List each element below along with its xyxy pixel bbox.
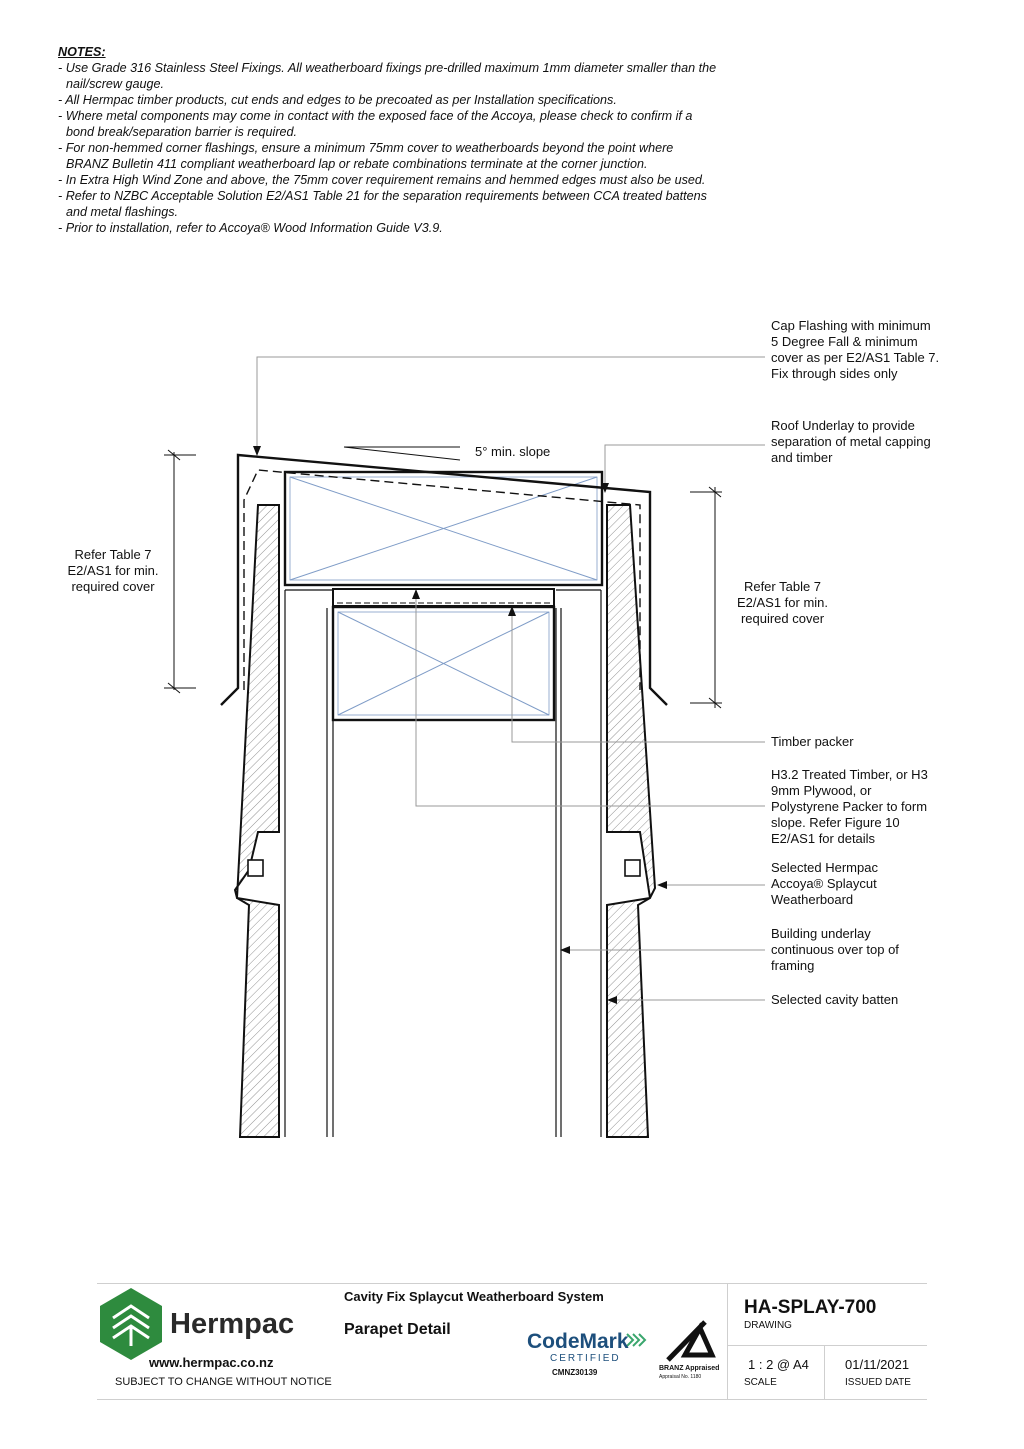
- label-slope: 5° min. slope: [475, 444, 551, 459]
- disclaimer: SUBJECT TO CHANGE WITHOUT NOTICE: [115, 1376, 332, 1388]
- note-line: - All Hermpac timber products, cut ends and edges to be precoated as per Installation specifications.: [58, 93, 617, 107]
- label-roof-underlay: Roof Underlay to provide separation of metal capping and timber: [771, 418, 931, 465]
- note-line: - Use Grade 316 Stainless Steel Fixings. All weatherboard fixings pre-drilled maximum 1mm diameter smaller than the nail/screw gauge.: [58, 61, 717, 91]
- scale-date-divider: [824, 1345, 825, 1399]
- top-plate: [333, 607, 554, 720]
- label-refer-left: Refer Table 7 E2/AS1 for min. required cover: [67, 547, 159, 594]
- codemark-certified: CERTIFIED: [550, 1353, 621, 1364]
- notes-title: NOTES:: [58, 45, 106, 59]
- drawing-row-divider: [728, 1345, 927, 1346]
- codemark-number: CMNZ30139: [552, 1368, 598, 1377]
- note-line: - Refer to NZBC Acceptable Solution E2/AS1 Table 21 for the separation requirements between CCA treated battens and metal flashings.: [58, 189, 707, 219]
- branz-label: BRANZ Appraised: [659, 1365, 720, 1372]
- right-weatherboard: [607, 505, 655, 1137]
- left-weatherboard: [233, 505, 279, 1137]
- dimension-left: [164, 450, 196, 693]
- note-line: - Prior to installation, refer to Accoya® Wood Information Guide V3.9.: [58, 221, 443, 235]
- slope-indicator: [344, 447, 460, 460]
- label-refer-right: Refer Table 7 E2/AS1 for min. required cover: [736, 579, 829, 626]
- issued-date-label: ISSUED DATE: [845, 1377, 911, 1388]
- brand-name: Hermpac: [170, 1308, 295, 1340]
- note-line: - For non-hemmed corner flashings, ensure a minimum 75mm cover to weatherboards beyond the point where BRANZ Bulletin 411 compliant weatherboard lap or rebate combinations terminate at the corner junction.: [58, 141, 674, 171]
- scale-label: SCALE: [744, 1377, 777, 1388]
- branz-appraisal-number: Appraisal No. 1180: [659, 1374, 702, 1380]
- drawing-number: HA-SPLAY-700: [744, 1297, 877, 1318]
- website: www.hermpac.co.nz: [149, 1355, 274, 1370]
- note-line: - In Extra High Wind Zone and above, the 75mm cover requirement remains and hemmed edges must also be used.: [58, 173, 706, 187]
- drawing-label: DRAWING: [744, 1320, 792, 1331]
- note-line: - Where metal components may come in contact with the exposed face of the Accoya, please check to confirm if a bond break/separation barrier is required.: [58, 109, 693, 139]
- detail-name: Parapet Detail: [344, 1321, 451, 1338]
- label-building-underlay: Building underlay continuous over top of framing: [771, 926, 899, 973]
- codemark-logo: CodeMark: [527, 1330, 629, 1353]
- dimension-right: [690, 487, 722, 708]
- label-timber-packer: Timber packer: [771, 734, 854, 749]
- title-block: [97, 1283, 927, 1400]
- top-timber-packer: [285, 472, 602, 585]
- title-block-divider: [727, 1284, 728, 1399]
- label-h32-treated-timber: H3.2 Treated Timber, or H3 9mm Plywood, or Polystyrene Packer to form slope. Refer Figure 10 E2/AS1 for details: [771, 767, 928, 846]
- label-cavity-batten: Selected cavity batten: [771, 992, 899, 1007]
- label-cap-flashing: Cap Flashing with minimum 5 Degree Fall & minimum cover as per E2/AS1 Table 7. Fix through sides only: [771, 318, 940, 381]
- label-weatherboard: Selected Hermpac Accoya® Splaycut Weatherboard: [771, 860, 878, 907]
- scale-value: 1 : 2 @ A4: [748, 1357, 809, 1372]
- system-name: Cavity Fix Splaycut Weatherboard System: [344, 1289, 604, 1304]
- issued-date: 01/11/2021: [845, 1357, 910, 1372]
